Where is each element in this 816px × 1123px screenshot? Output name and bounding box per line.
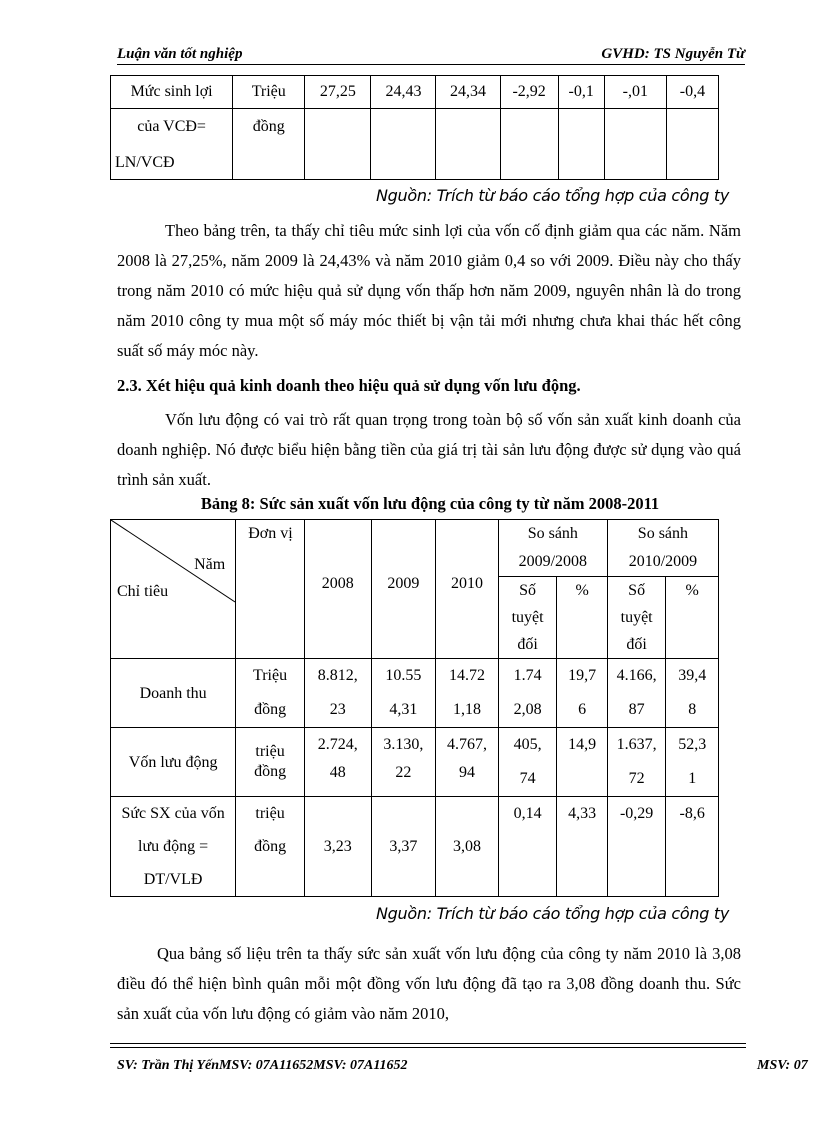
table-cell: -0,1 (558, 76, 604, 109)
header-absolute-2: Số tuyệt đối (607, 577, 666, 659)
header-percent-1: % (557, 577, 607, 659)
value-abs-2: 1.637, 72 (607, 728, 666, 797)
table-cell: Triệu (233, 76, 305, 109)
table-cell (558, 109, 604, 180)
table-cell (305, 109, 371, 180)
table-cell (436, 109, 500, 180)
header-compare-2009-2008: So sánh 2009/2008 (498, 520, 607, 577)
table-cell: -2,92 (500, 76, 558, 109)
table-cell: 24,43 (371, 76, 436, 109)
value-abs-1: 1.74 2,08 (498, 659, 557, 728)
value-2008: 3,23 (304, 797, 371, 897)
row-label: Doanh thu (111, 659, 236, 728)
row-unit: triệu đồng (236, 728, 305, 797)
row-label: Sức SX của vốn lưu động = DT/VLĐ (111, 797, 236, 897)
value-pct-2: 52,3 1 (666, 728, 719, 797)
header-unit-cell: Đơn vị (236, 520, 305, 659)
header-absolute-1: Số tuyệt đối (498, 577, 557, 659)
value-2008: 8.812, 23 (304, 659, 371, 728)
value-2009: 3,37 (371, 797, 436, 897)
header-year-label: Năm (194, 556, 226, 573)
table-row (111, 109, 719, 180)
paragraph-working-capital: Vốn lưu động có vai trò rất quan trọng trong toàn bộ số vốn sản xuất kinh doanh của doanh nghiệp. Nó được biểu hiện bằng tiền của giá trị tài sản lưu động được sử dụng vào quá trình sản xuất. (117, 410, 741, 489)
value-pct-2: 39,4 8 (666, 659, 719, 728)
value-2010: 14.72 1,18 (436, 659, 499, 728)
table-row (111, 728, 719, 797)
metric-label-line2: LN/VCĐ (115, 154, 175, 171)
header-rule (117, 64, 745, 65)
source-note-1: Nguồn: Trích từ báo cáo tổng hợp của công ty (376, 186, 730, 205)
table-cell: 27,25 (305, 76, 371, 109)
value-2009: 3.130, 22 (371, 728, 436, 797)
value-abs-2: 4.166, 87 (607, 659, 666, 728)
value-abs-1: 0,14 (498, 797, 557, 897)
section-heading: 2.3. Xét hiệu quả kinh doanh theo hiệu quả sử dụng vốn lưu động. (117, 376, 581, 395)
paragraph-analysis: Qua bảng số liệu trên ta thấy sức sản xuất vốn lưu động của công ty năm 2010 là 3,08 điều đó thể hiện bình quân mỗi một đồng vốn lưu động đã tạo ra 3,08 đồng doanh thu. Sức sản xuất của vốn lưu động có giảm vào năm 2010, (117, 944, 741, 1023)
table-row (111, 797, 719, 897)
header-2010: 2010 (436, 520, 499, 659)
footer-student-label: SV: Trần Thị YếnMSV: 07A11652MSV: 07A11652 (117, 1058, 408, 1073)
header-indicator-label: Chỉ tiêu (117, 583, 169, 600)
table-cell: đồng (233, 109, 305, 180)
table-cell (371, 109, 436, 180)
header-advisor-label: GVHD: TS Nguyễn Từ (601, 46, 745, 62)
table-header-row (111, 520, 719, 577)
table-cell: -0,4 (666, 76, 718, 109)
value-abs-2: -0,29 (607, 797, 666, 897)
header-percent-2: % (666, 577, 719, 659)
header-2008: 2008 (304, 520, 371, 659)
row-unit: Triệu đồng (236, 659, 305, 728)
table-row (111, 76, 719, 109)
value-2010: 4.767, 94 (436, 728, 499, 797)
footer-rule-bottom (110, 1047, 746, 1048)
value-2009: 10.55 4,31 (371, 659, 436, 728)
footer-msv-label: MSV: 07 (757, 1058, 808, 1073)
value-2008: 2.724, 48 (304, 728, 371, 797)
table-cell (111, 109, 233, 180)
table-row (111, 659, 719, 728)
value-abs-1: 405, 74 (498, 728, 557, 797)
value-pct-2: -8,6 (666, 797, 719, 897)
value-pct-1: 19,7 6 (557, 659, 607, 728)
table-caption: Bảng 8: Sức sản xuất vốn lưu động của công ty từ năm 2008-2011 (200, 494, 660, 513)
profitability-table (110, 75, 719, 180)
table-cell: 24,34 (436, 76, 500, 109)
table-cell: -,01 (604, 76, 666, 109)
value-2010: 3,08 (436, 797, 499, 897)
diagonal-header-cell (111, 520, 236, 659)
value-pct-1: 14,9 (557, 728, 607, 797)
paragraph-fixed-capital: Theo bảng trên, ta thấy chỉ tiêu mức sinh lợi của vốn cố định giảm qua các năm. Năm 2008 là 27,25%, năm 2009 là 24,43% và năm 2010 giảm 0,4 so với 2009. Điều này cho thấy trong năm 2010 có mức hiệu quả sử dụng vốn thấp hơn năm 2009, nguyên nhân là do trong năm 2010 công ty mua một số máy móc thiết bị vận tải mới nhưng chưa khai thác hết công suất số máy móc này. (117, 221, 741, 360)
header-2009: 2009 (371, 520, 436, 659)
value-pct-1: 4,33 (557, 797, 607, 897)
metric-label-line1: của VCĐ= (137, 118, 206, 135)
table-cell (604, 109, 666, 180)
header-compare-2010-2009: So sánh 2010/2009 (607, 520, 718, 577)
table-cell: Mức sinh lợi (111, 76, 233, 109)
footer-rule-top (110, 1043, 746, 1044)
table-cell (500, 109, 558, 180)
working-capital-table (110, 519, 719, 897)
header-thesis-label: Luận văn tốt nghiệp (117, 46, 243, 62)
table-cell (666, 109, 718, 180)
source-note-2: Nguồn: Trích từ báo cáo tổng hợp của công ty (376, 904, 730, 923)
row-label: Vốn lưu động (111, 728, 236, 797)
row-unit: triệu đồng (236, 797, 305, 897)
